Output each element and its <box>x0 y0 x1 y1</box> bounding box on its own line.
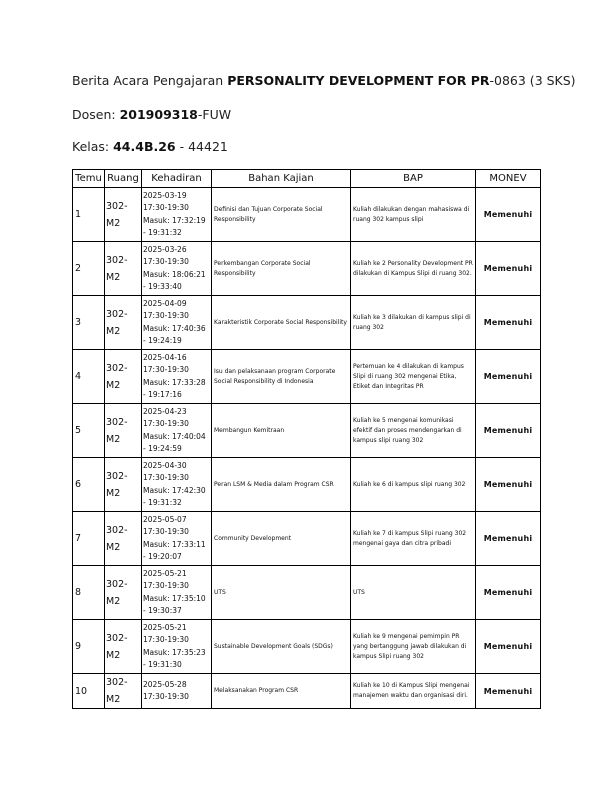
col-header-kehadiran: Kehadiran <box>142 170 212 188</box>
table-row <box>73 296 541 350</box>
monev-status: Memenuhi <box>476 566 541 620</box>
bap-cell: Kuliah ke 7 di kampus Slipi ruang 302 mengenai gaya dan citra pribadi <box>351 512 476 566</box>
attendance-time: 17:30-19:30 <box>143 365 189 374</box>
attendance-table <box>72 169 541 709</box>
bap-cell: Kuliah ke 2 Personality Development PR dilakukan di Kampus Slipi di ruang 302. <box>351 242 476 296</box>
col-header-ruang: Ruang <box>105 170 142 188</box>
attendance-date: 2025-03-26 <box>143 244 187 254</box>
attendance-cell <box>142 350 212 404</box>
monev-status: Memenuhi <box>476 296 541 350</box>
meeting-number: 10 <box>73 674 105 709</box>
attendance-time: 17:30-19:30 <box>143 203 189 212</box>
title-prefix: Berita Acara Pengajaran <box>72 73 228 88</box>
attendance-date: 2025-05-21 <box>143 568 187 578</box>
monev-status: Memenuhi <box>476 350 541 404</box>
table-row <box>73 674 541 709</box>
room-cell: 302-M2 <box>105 296 142 350</box>
bap-cell: Kuliah dilakukan dengan mahasiswa di ruang 302 kampus slipi <box>351 188 476 242</box>
attendance-time: 17:30-19:30 <box>143 419 189 428</box>
dosen-suffix: -FUW <box>197 107 232 122</box>
attendance-time: 17:30-19:30 <box>143 581 189 590</box>
attendance-time: 17:30-19:30 <box>143 527 189 536</box>
meeting-number: 1 <box>73 188 105 242</box>
attendance-cell <box>142 404 212 458</box>
attendance-masuk: Masuk: 17:40:36 - 19:24:19 <box>143 323 206 345</box>
attendance-cell <box>142 512 212 566</box>
bap-cell: Pertemuan ke 4 dilakukan di kampus Slipi di ruang 302 mengenai Etika, Etiket dan Integritas PR <box>351 350 476 404</box>
table-row <box>73 188 541 242</box>
topic-cell: Karakteristik Corporate Social Responsibility <box>212 296 351 350</box>
attendance-date: 2025-03-19 <box>143 190 187 200</box>
table-row <box>73 350 541 404</box>
room-cell: 302-M2 <box>105 350 142 404</box>
meeting-number: 5 <box>73 404 105 458</box>
meeting-number: 6 <box>73 458 105 512</box>
kelas-label: Kelas: <box>72 139 114 154</box>
attendance-date: 2025-04-30 <box>143 460 187 470</box>
meeting-number: 2 <box>73 242 105 296</box>
bap-cell: Kuliah ke 3 dilakukan di kampus slipi di ruang 302 <box>351 296 476 350</box>
attendance-cell <box>142 458 212 512</box>
attendance-masuk: Masuk: 17:33:11 - 19:20:07 <box>143 539 206 561</box>
title-line <box>72 73 576 88</box>
bap-cell: Kuliah ke 5 mengenai komunikasi efektif dan proses mendengarkan di kampus slipi ruang 302 <box>351 404 476 458</box>
table-row <box>73 458 541 512</box>
attendance-time: 17:30-19:30 <box>143 473 189 482</box>
topic-cell: Melaksanakan Program CSR <box>212 674 351 709</box>
attendance-time: 17:30-19:30 <box>143 311 189 320</box>
table-row <box>73 620 541 674</box>
room-cell: 302-M2 <box>105 188 142 242</box>
attendance-time: 17:30-19:30 <box>143 692 189 701</box>
table-row <box>73 512 541 566</box>
attendance-cell <box>142 620 212 674</box>
kelas-suffix: - 44421 <box>175 139 228 154</box>
col-header-bahan-kajian: Bahan Kajian <box>212 170 351 188</box>
room-cell: 302-M2 <box>105 404 142 458</box>
monev-status: Memenuhi <box>476 512 541 566</box>
topic-cell: Peran LSM & Media dalam Program CSR <box>212 458 351 512</box>
topic-cell: Sustainable Development Goals (SDGs) <box>212 620 351 674</box>
attendance-masuk: Masuk: 17:32:19 - 19:31:32 <box>143 215 206 237</box>
room-cell: 302-M2 <box>105 674 142 709</box>
room-cell: 302-M2 <box>105 512 142 566</box>
room-cell: 302-M2 <box>105 458 142 512</box>
attendance-masuk: Masuk: 17:42:30 - 19:31:32 <box>143 485 206 507</box>
monev-status: Memenuhi <box>476 674 541 709</box>
attendance-date: 2025-04-16 <box>143 352 187 362</box>
attendance-masuk: Masuk: 18:06:21 - 19:33:40 <box>143 269 206 291</box>
attendance-cell <box>142 242 212 296</box>
bap-cell: Kuliah ke 9 mengenai pemimpin PR yang bertanggung jawab dilakukan di kampus Slipi ruang 302 <box>351 620 476 674</box>
attendance-masuk: Masuk: 17:35:23 - 19:31:30 <box>143 647 206 669</box>
table-header-row <box>73 170 541 188</box>
meeting-number: 4 <box>73 350 105 404</box>
bap-cell: Kuliah ke 10 di Kampus Slipi mengenai manajemen waktu dan organisasi diri. <box>351 674 476 709</box>
kelas-line <box>72 139 228 154</box>
kelas-code: 44.4B.26 <box>113 139 176 154</box>
topic-cell: Definisi dan Tujuan Corporate Social Responsibility <box>212 188 351 242</box>
room-cell: 302-M2 <box>105 566 142 620</box>
meeting-number: 3 <box>73 296 105 350</box>
attendance-date: 2025-04-23 <box>143 406 187 416</box>
topic-cell: Community Development <box>212 512 351 566</box>
meeting-number: 7 <box>73 512 105 566</box>
attendance-masuk: Masuk: 17:35:10 - 19:30:37 <box>143 593 206 615</box>
monev-status: Memenuhi <box>476 404 541 458</box>
table-row <box>73 242 541 296</box>
topic-cell: Perkembangan Corporate Social Responsibility <box>212 242 351 296</box>
topic-cell: UTS <box>212 566 351 620</box>
monev-status: Memenuhi <box>476 458 541 512</box>
room-cell: 302-M2 <box>105 242 142 296</box>
monev-status: Memenuhi <box>476 242 541 296</box>
attendance-cell <box>142 674 212 709</box>
topic-cell: Isu dan pelaksanaan program Corporate Social Responsibility di Indonesia <box>212 350 351 404</box>
topic-cell: Membangun Kemitraan <box>212 404 351 458</box>
course-name: PERSONALITY DEVELOPMENT FOR PR <box>227 73 490 88</box>
attendance-masuk: Masuk: 17:40:04 - 19:24:59 <box>143 431 206 453</box>
room-cell: 302-M2 <box>105 620 142 674</box>
monev-status: Memenuhi <box>476 188 541 242</box>
attendance-date: 2025-04-09 <box>143 298 187 308</box>
col-header-temu: Temu <box>73 170 105 188</box>
table-row <box>73 566 541 620</box>
attendance-date: 2025-05-07 <box>143 514 187 524</box>
attendance-date: 2025-05-21 <box>143 622 187 632</box>
col-header-bap: BAP <box>351 170 476 188</box>
attendance-date: 2025-05-28 <box>143 679 187 689</box>
monev-status: Memenuhi <box>476 620 541 674</box>
bap-cell: Kuliah ke 6 di kampus slipi ruang 302 <box>351 458 476 512</box>
attendance-cell <box>142 296 212 350</box>
dosen-id: 201909318 <box>119 107 198 122</box>
attendance-time: 17:30-19:30 <box>143 635 189 644</box>
attendance-time: 17:30-19:30 <box>143 257 189 266</box>
table-row <box>73 404 541 458</box>
meeting-number: 9 <box>73 620 105 674</box>
attendance-cell <box>142 188 212 242</box>
course-suffix: -0863 (3 SKS) <box>489 73 576 88</box>
attendance-cell <box>142 566 212 620</box>
col-header-monev: MONEV <box>476 170 541 188</box>
dosen-line <box>72 107 231 122</box>
bap-cell: UTS <box>351 566 476 620</box>
dosen-label: Dosen: <box>72 107 120 122</box>
attendance-masuk: Masuk: 17:33:28 - 19:17:16 <box>143 377 206 399</box>
meeting-number: 8 <box>73 566 105 620</box>
